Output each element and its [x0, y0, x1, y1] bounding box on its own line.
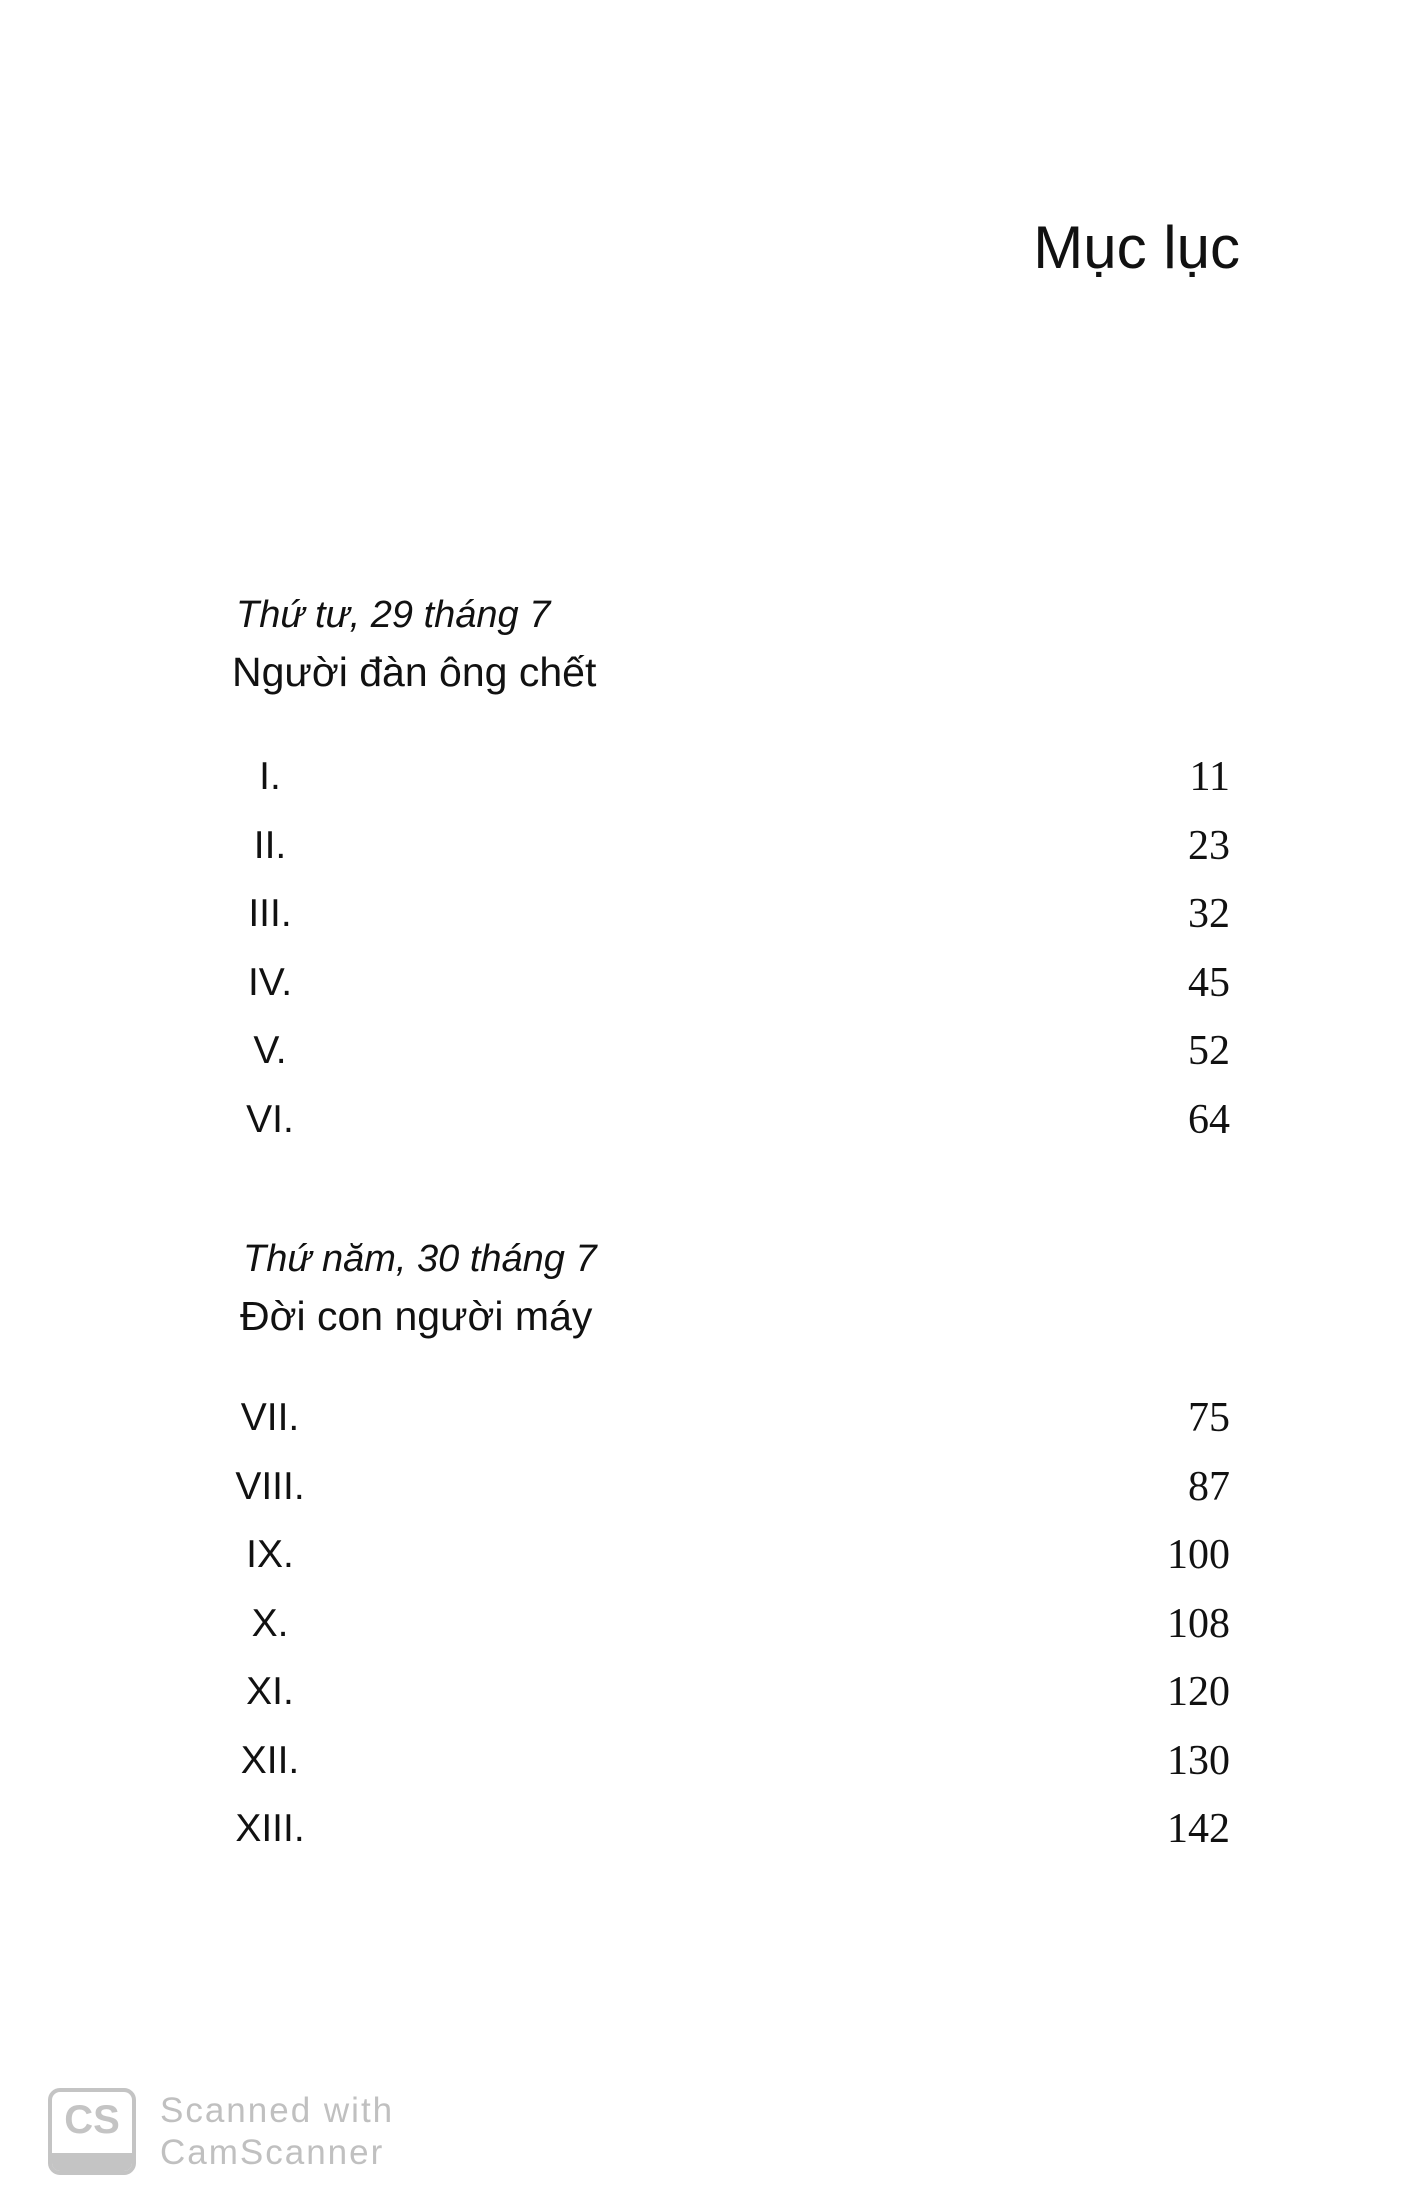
section-date: Thứ năm, 30 tháng 7: [243, 1238, 597, 1280]
chapter-numeral: III.: [248, 892, 292, 935]
section-heading: Đời con người máy: [240, 1293, 593, 1339]
page-number: 32: [1188, 891, 1230, 937]
toc-entry: [200, 1021, 1230, 1081]
page-title: Mục lục: [1033, 214, 1240, 281]
toc-entry: [200, 1388, 1230, 1448]
chapter-numeral: IV.: [247, 960, 293, 1004]
page-number: 130: [1167, 1737, 1230, 1784]
toc-entry: [200, 816, 1230, 876]
section-heading: Người đàn ông chết: [232, 649, 597, 695]
toc-entry: [200, 1090, 1230, 1150]
chapter-numeral: X.: [251, 1601, 289, 1645]
chapter-numeral: IX.: [246, 1533, 294, 1576]
watermark-line2: CamScanner: [160, 2133, 385, 2172]
toc-entry: [200, 1594, 1230, 1654]
chapter-numeral: XIII.: [235, 1807, 305, 1850]
camscanner-logo-icon: [48, 2088, 136, 2175]
page-number: 142: [1167, 1806, 1230, 1852]
chapter-numeral: XI.: [246, 1670, 294, 1713]
page-number: 120: [1167, 1669, 1230, 1715]
toc-entry: [200, 884, 1230, 944]
page-number: 11: [1189, 754, 1230, 800]
page-number: 64: [1188, 1096, 1230, 1143]
toc-entry: [200, 1525, 1230, 1585]
watermark-line1: Scanned with: [160, 2091, 395, 2130]
chapter-numeral: II.: [253, 823, 287, 867]
page-number: 52: [1188, 1028, 1230, 1074]
toc-entry: [200, 1799, 1230, 1859]
page-number: 87: [1188, 1463, 1230, 1510]
chapter-numeral: XII.: [240, 1738, 300, 1782]
logo-text: CS: [64, 2098, 120, 2142]
toc-entry: [200, 1731, 1230, 1791]
chapter-numeral: V.: [253, 1029, 287, 1072]
chapter-numeral: I.: [259, 755, 281, 798]
section-date: Thứ tư, 29 tháng 7: [236, 594, 551, 636]
chapter-numeral: VI.: [246, 1097, 294, 1141]
chapter-numeral: VIII.: [235, 1464, 305, 1508]
page-number: 75: [1188, 1395, 1230, 1441]
page-number: 45: [1188, 959, 1230, 1006]
chapter-numeral: VII.: [240, 1396, 300, 1439]
toc-entry: [200, 747, 1230, 807]
toc-entry: [200, 1457, 1230, 1517]
page-number: 23: [1188, 822, 1230, 869]
page-number: 108: [1167, 1600, 1230, 1647]
toc-entry: [200, 1662, 1230, 1722]
page-number: 100: [1167, 1532, 1230, 1578]
toc-entry: [200, 953, 1230, 1013]
